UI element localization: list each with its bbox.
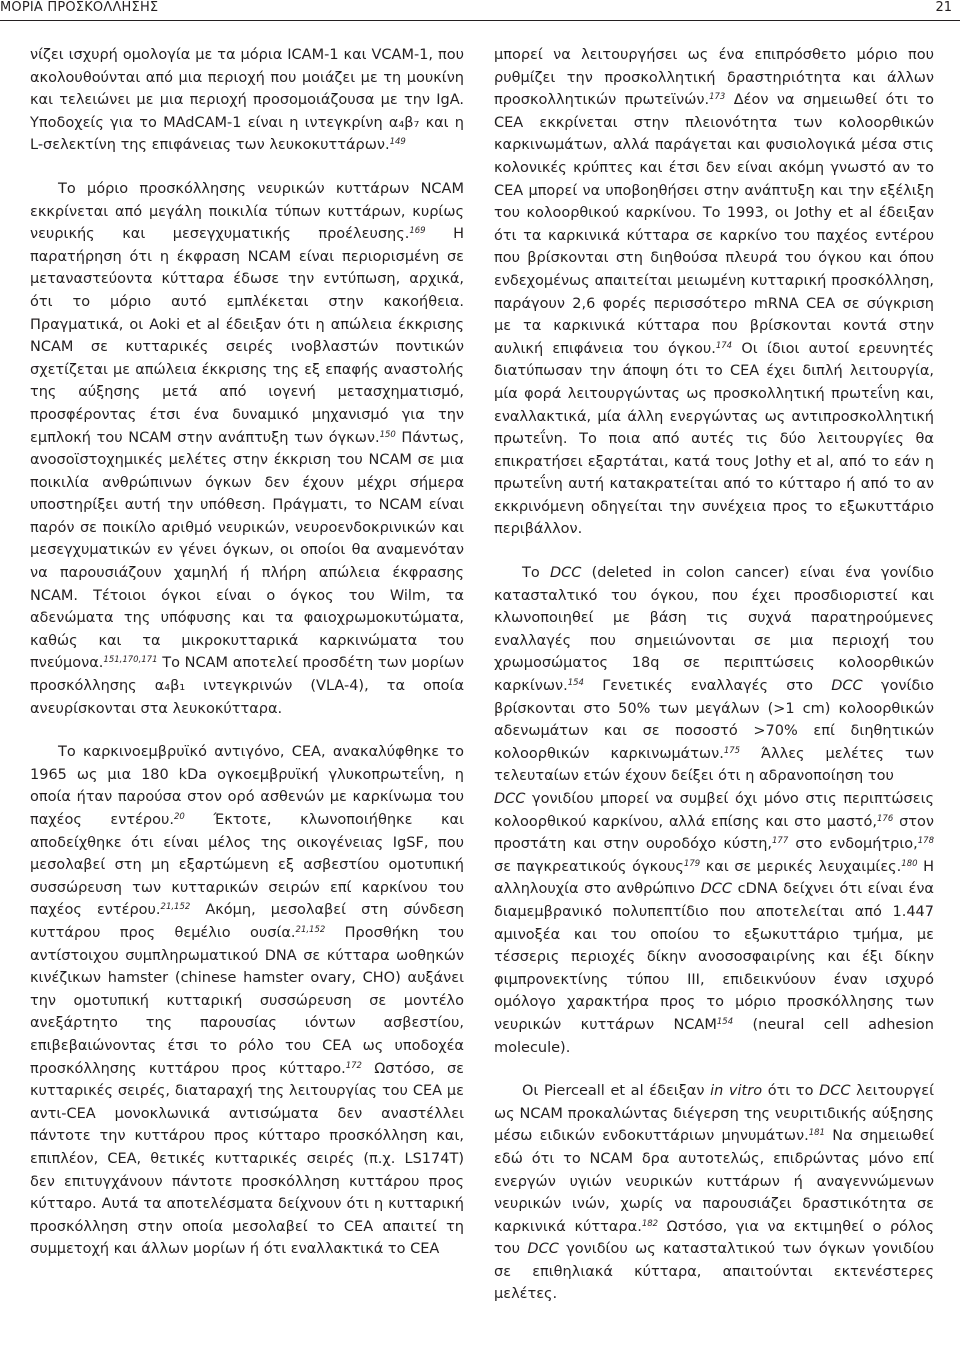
gene-name-dcc: DCC (549, 565, 582, 582)
gene-name-dcc: DCC (819, 1083, 851, 1100)
left-paragraph-2 (30, 178, 464, 720)
citation-174: 174 (715, 340, 733, 351)
text-run: Ωστόσο, για να εκτιμηθεί ο ρόλος του (494, 1218, 934, 1258)
citation-154: 154 (567, 678, 584, 689)
gene-name-dcc: DCC (700, 881, 733, 898)
gene-name-dcc: DCC (527, 1241, 559, 1258)
right-column (494, 44, 934, 1306)
citation-178: 178 (917, 836, 934, 847)
text-run: Η παρατήρηση ότι η έκφραση NCAM είναι περιορισμένη σε μεταναστεύοντα κύτταρα έδωσε την εντύπωση, αρχικά, ότι το μόριο αυτό εμπλέκεται στην κακοήθεια. Πραγματικά, οι Aoki et al έδειξαν ότι η απώλεια έκκρισης NCAM σε κυτταρικές σειρές ινοβλαστών ποντικών σχετίζεται με απώλεια έκκρισης της εξ επαφής αναστολής της αύξησης μετά από ιογενή μετασχηματισμό, προσφέροντας έτσι ένα δυναμικό μηχανισμό για την εμπλοκή του NCAM στην ανάπτυξη των όγκων. (30, 226, 465, 446)
text-run: Οι ίδιοι αυτοί ερευνητές διατύπωσαν την άποψη ότι το CEA έχει διπλή λειτουργία, μία φορά λειτουργώντας ως προσκολλητική πρωτεΐνη και, εναλλακτικά, μία άλλη ενεργώντας ως αντιπροσκολλητική πρωτεΐνη. Το ποια από αυτές τις δύο λειτουργίες θα επικρατήσει εξαρτάται, κατά τους Jothy et al, από το εάν η πρωτεΐνη αυτή κατακρατείται από το κύτταρο ή από το αν εκκρινόμενη οδηγείται την συνέχεια προς το εξωκυττάριο περιβάλλον. (494, 340, 934, 538)
text-run: Δέον να σημειωθεί ότι το CEA εκκρίνεται στην πλειονότητα των κολοορθικών καρκινωμάτων, αλλά παράγεται και φυσιολογικά μέσα στις κολονικές κρύπτες και έτσι δεν είναι ακόμη γνωστό αν το CEA μπορεί να υποβοηθήσει στην ανάπτυξη και την εξέλιξη του κολοορθικού καρκίνου. Το 1993, οι Jothy et al έδειξαν ότι τα καρκινικά κύτταρα σε καρκίνο του παχέος εντέρου που βρίσκονται στη διηθούσα πλευρά του όγκου και όπου ενδεχομένως απαιτείται μειωμένη κυτταρική προσκόλληση, παράγουν 2,6 φορές περισσότερο mRNA CEA σε σύγκριση με τα καρκινικά κύτταρα που βρίσκονται κοντά στην αυλική επιφάνεια του όγκου. (494, 92, 934, 357)
citation-179: 179 (683, 858, 701, 869)
citation-172: 172 (345, 1060, 362, 1071)
text-run: Η αλληλουχία στο ανθρώπινο (494, 858, 935, 898)
text-run: σε παγκρεατικούς όγκους (494, 858, 684, 875)
in-vitro-term: in vitro (710, 1083, 763, 1100)
text-run: Το καρκινοεμβρυϊκό αντιγόνο, CEA, ανακαλύφθηκε το 1965 ως μια 180 kDa ογκοεμβρυϊκή γλυκοπρωτεΐνη, η οποία ήταν παρούσα στον ορό ασθενών με καρκίνωμα του παχέος εντέρου. (30, 744, 464, 828)
page-number: 21 (935, 0, 952, 15)
text-run: (deleted in colon cancer) είναι ένα γονίδιο κατασταλτικό του όγκου, που έχει προσδιοριστεί και κλωνοποιηθεί με βάση τις συχνά παρατηρούμενες εναλλαγές που σημειώνονται σε μια περιοχή του χρωμοσώματος 18q σε περιπτώσεις κολοορθικών καρκίνων. (494, 565, 934, 695)
text-run: λειτουργεί ως NCAM προκαλώντας διέγερση της νευριτιδικής αύξησης μέσω ειδικών ενδοκυττάριων μηνυμάτων. (494, 1083, 934, 1145)
citation-21-152-a: 21,152 (160, 902, 191, 913)
text-run: γονίδιο βρίσκονται στο 50% των μεγάλων (>1 cm) κολοορθικών αδενωμάτων και σε ποσοστό >70% επί διηθητικών κολοορθικών καρκινωμάτων. (494, 678, 935, 762)
citation-176: 176 (877, 813, 894, 824)
text-run: στο ενδομήτριο, (788, 836, 918, 853)
right-paragraph-2 (494, 562, 934, 1059)
citation-21-152-b: 21,152 (295, 924, 326, 935)
text-run: και σε μερικές λευχαιμίες. (700, 858, 902, 875)
text-run: Γενετικές εναλλαγές στο (583, 678, 832, 695)
text-run: Προσθήκη του αντίστοιχου συμπληρωματικού DNA σε κύτταρα ωοθηκών κινέζικων hamster (chinese hamster ovary, CHO) αυξάνει την ομοτυπική κυτταρική συσσώρευση σε μοντέλο ανεξάρτητο της παρουσίας ιόντων ασβεστίου, επιβεβαιώνοντας έτσι το ρόλο του CEA ως υποδοχέα προσκόλλησης κυττάρου προς κύτταρο. (30, 924, 464, 1077)
text-run: ότι το (762, 1083, 820, 1100)
left-column (30, 44, 464, 1261)
citation-173: 173 (709, 92, 726, 103)
citation-181: 181 (808, 1128, 825, 1139)
citation-182: 182 (641, 1218, 659, 1229)
text-run: Έκτοτε, κλωνοποιήθηκε και αποδείχθηκε ότι είναι μέλος της οικογένειας IgSF, που μεσολαβεί στη μη εξαρτώμενη εξ ασβεστίου ομοτυπική συσσώρευση των κυτταρικών σειρών επί καρκίνου του παχέος εντέρου. (30, 812, 464, 919)
citation-180: 180 (901, 858, 918, 869)
citation-154-b: 154 (716, 1016, 734, 1027)
text-run: Να σημειωθεί εδώ ότι το NCAM δρα αυτοτελώς, επιδρώντας μόνο επί ενεργών υγιών νευρικών κυττάρων ή αναγεννώμενων νευρικών ινών, χωρίς να παρουσιάζει δραστικότητα σε καρκινικά κύτταρα. (494, 1128, 934, 1235)
citation-169: 169 (409, 226, 426, 237)
citation-177: 177 (772, 836, 789, 847)
text-run: Οι Pierceall et al έδειξαν (522, 1083, 711, 1100)
text-run: Το (522, 565, 550, 582)
running-header (0, 0, 960, 21)
text-run: Ωστόσο, σε κυτταρικές σειρές, διαταραχή της λειτουργίας του CEA με αντι-CEA μονοκλωνικά αντισώματα δεν αναστέλλει πάντοτε την κυττάρου προς κύτταρο προσκόλληση και, επιπλέον, CEA, θετικές κυτταρικές σειρές (π.χ. LS174T) δεν επιτυγχάνουν πάντοτε προσκόλληση κυττάρου προς κύτταρο. Αυτά τα αποτελέσματα δείχνουν ότι η κυτταρική προσκόλληση στην οποία μεσολαβεί το CEA απαιτεί τη συμμετοχή και άλλων μορίων ή ότι εναλλακτικά το CEA (30, 1060, 465, 1258)
right-paragraph-3 (494, 1080, 934, 1306)
text-run: Το NCAM αποτελεί προσδέτη των μορίων προσκόλλησης α₄β₁ ιντεγκρινών (VLA-4), τα οποία ανευρίσκονται στα λευκοκύτταρα. (30, 655, 464, 717)
left-paragraph-1 (30, 44, 464, 157)
running-title: ΜΟΡΙΑ ΠΡΟΣΚΟΛΛΗΣΗΣ (0, 0, 159, 15)
gene-name-dcc: DCC (494, 791, 526, 807)
citation-150: 150 (379, 429, 396, 440)
text-run: cDNA δείχνει ότι είναι ένα διαμεμβρανικό πολυπεπτίδιο που αποτελείται από 1.447 αμινοξέα και του οποίου το εξωκυττάριο τμήμα, με τέσσερις περιοχές δίκην ανοσοσφαιρίνης και έξι δίκην φιμπρονεκτίνης τύπου III, επιδεικνύουν έναν ισχυρό ομόλογο χαρακτήρα προς το μόριο προσκόλλησης των νευρικών κυττάρων NCAM (494, 881, 934, 1033)
text-run: Πάντως, ανοσοϊστοχημικές μελέτες στην έκκριση του NCAM σε μια ποικιλία ανθρώπινων όγκων δεν έχουν μέχρι σήμερα υποστηρίξει αυτή την υπόθεση. Πράγματι, το NCAM είναι παρόν σε ποικίλο αριθμό νευρικών, νευροενδοκρινικών και μεσεγχυματικών εν γένει όγκων, οι οποίοι θα αναμενόταν να παρουσιάζουν χαμηλή ή πλήρη απώλεια έκφρασης NCAM. Τέτοιοι όγκοι είναι ο όγκος του Wilm, τα αδενώματα της υπόφυσης και τα φαιοχρωμοκυτώματα, καθώς και τα μικροκυτταρικά καρκινώματα του πνεύμονα. (30, 429, 464, 672)
citation-20: 20 (174, 812, 185, 822)
text-run: Άλλες μελέτες των τελευταίων ετών έχουν δείξει ότι η αδρανοποίηση του (494, 745, 934, 785)
text-run: νίζει ισχυρή ομολογία με τα μόρια ICAM-1 και VCAM-1, που ακολουθούνται από μια περιοχή που μοιάζει με τη μουκίνη και τελειώνει με μια περιοχή προσομοιάζουσα με την IgA. Υποδοχείς για το MAdCAM-1 είναι η ιντεγκρίνη α₄β₇ και η L-σελεκτίνη της επιφάνειας των λευκοκυττάρων. (30, 47, 464, 154)
citation-149: 149 (389, 137, 406, 148)
text-run: στον προστάτη και στην ουροδόχο κύστη, (494, 813, 934, 853)
left-paragraph-3 (30, 741, 464, 1261)
text-run: γονιδίου μπορεί να συμβεί όχι μόνο στις περιπτώσεις κολοορθικού καρκίνου, αλλά επίσης και στο μαστό, (494, 791, 934, 830)
text-run: γονιδίου ως κατασταλτικού των όγκων γονιδίου σε επιθηλιακά κύτταρα, απαιτούνται εκτενέστερες μελέτες. (494, 1241, 934, 1303)
text-run: μπορεί να λειτουργήσει ως ένα επιπρόσθετο μόριο που ρυθμίζει την προσκολλητική δραστηριότητα και άλλων προσκολλητικών πρωτεϊνών. (494, 47, 934, 109)
text-run: (neural cell adhesion molecule). (494, 1016, 934, 1056)
text-run: Το μόριο προσκόλλησης νευρικών κυττάρων NCAM εκκρίνεται από μεγάλη ποικιλία τύπων κυττάρων, κυρίως νευρικής και μεσεγχυματικής προέλευσης. (30, 180, 464, 243)
text-run: Ακόμη, μεσολαβεί στη σύνδεση κυττάρου προς θεμέλιο ουσία. (30, 902, 465, 941)
citation-151-170-171: 151,170,171 (103, 655, 158, 666)
citation-175: 175 (723, 745, 741, 756)
right-paragraph-1 (494, 44, 934, 541)
gene-name-dcc: DCC (831, 678, 863, 695)
